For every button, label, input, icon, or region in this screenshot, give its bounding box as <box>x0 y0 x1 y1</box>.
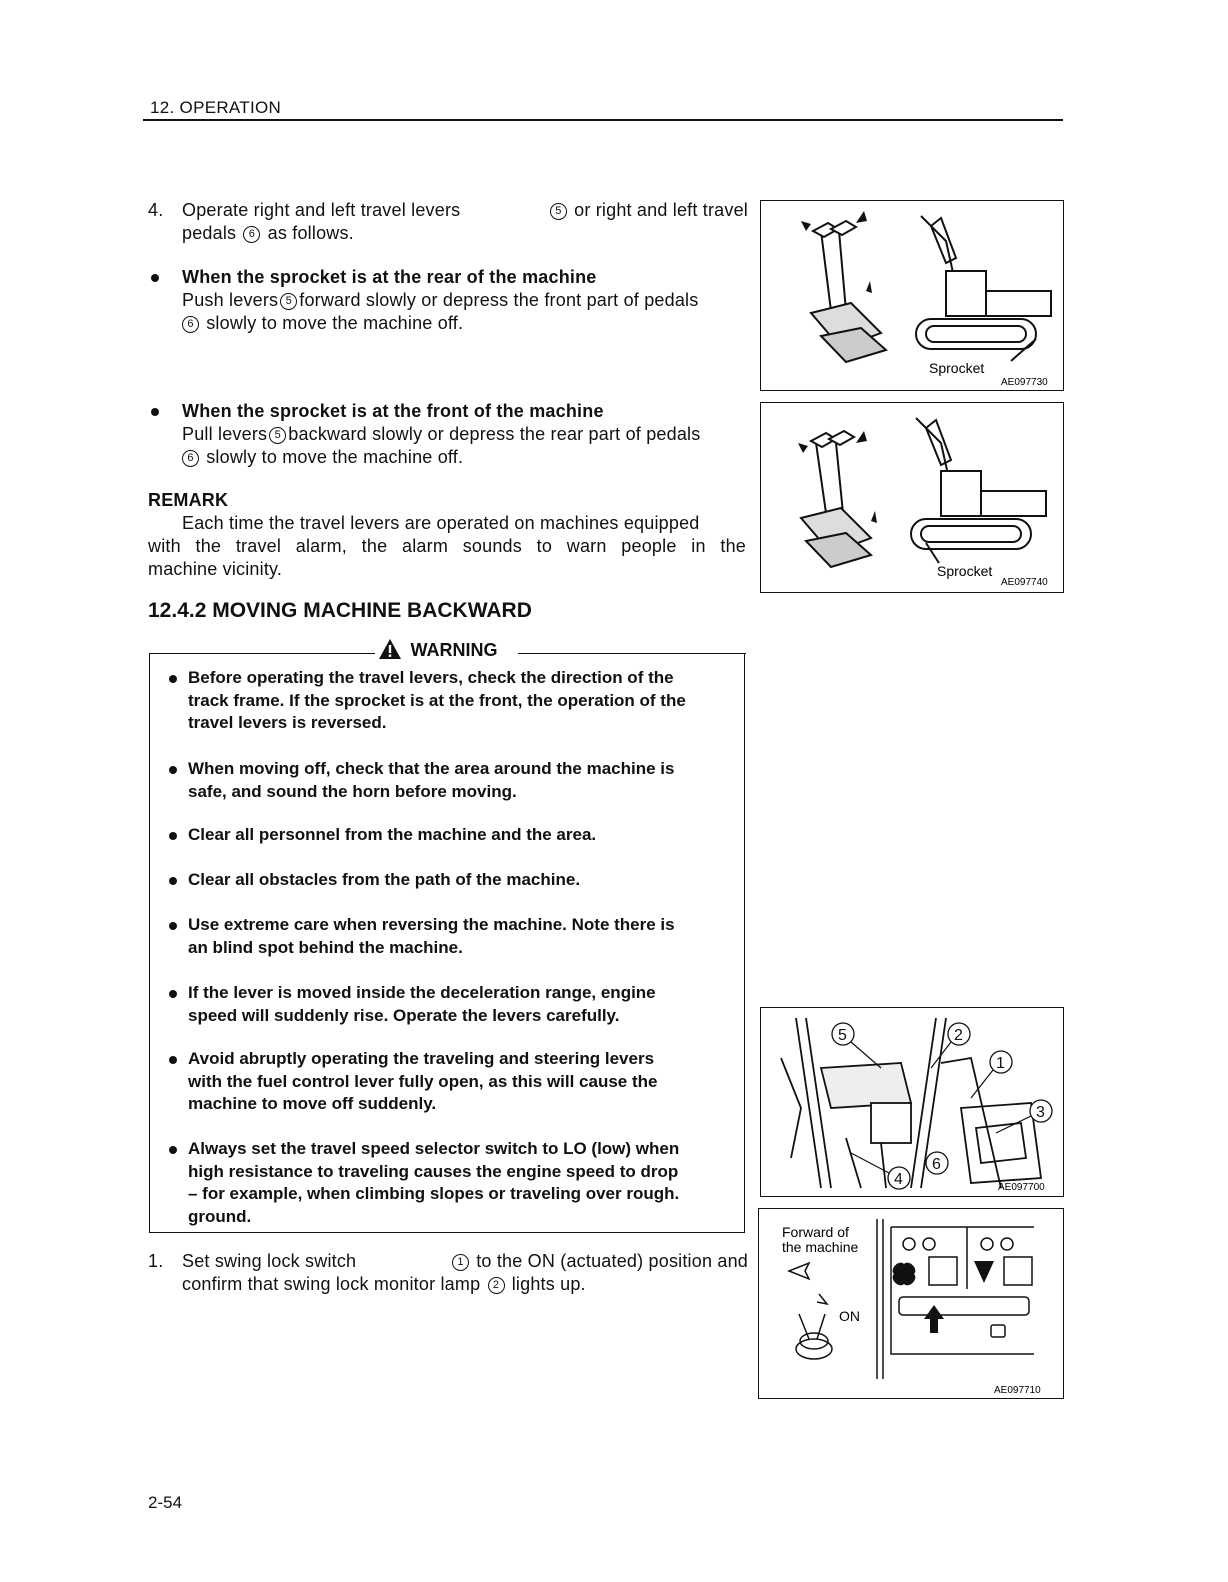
sprocket-rear-line-1b: forward slowly or depress the front part of pedals <box>299 290 699 310</box>
warning-item-6 <box>188 982 736 1027</box>
step-4-line-1a: Operate right and left travel levers <box>182 200 461 220</box>
page-header-section: 12. OPERATION <box>150 98 282 117</box>
bullet-dot <box>169 832 177 840</box>
warning-item-2-line-2: safe, and sound the horn before moving. <box>188 781 517 801</box>
ref-number-6: 6 <box>182 450 199 467</box>
warning-title: WARNING <box>410 640 498 660</box>
figure-1-code: AE097730 <box>1001 377 1048 388</box>
step-1-text <box>182 1250 748 1296</box>
step-1-line-2b: lights up. <box>511 1274 586 1294</box>
bullet-dot <box>151 408 159 416</box>
bullet-dot <box>169 990 177 998</box>
figure-4-on-label: ON <box>839 1308 860 1324</box>
ref-number-2: 2 <box>488 1277 505 1294</box>
figure-2-sprocket-label: Sprocket <box>937 563 993 579</box>
warning-item-1-line-2: track frame. If the sprocket is at the front, the operation of the <box>188 690 686 710</box>
ref-number-5: 5 <box>550 203 567 220</box>
figure-3-callout-6: 6 <box>932 1156 941 1173</box>
sprocket-front-line-1a: Pull levers <box>182 424 268 444</box>
warning-item-3-line-1: Clear all personnel from the machine and the area. <box>188 825 597 844</box>
figure-2-code: AE097740 <box>1001 577 1048 588</box>
warning-item-7-line-1: Avoid abruptly operating the traveling and steering levers <box>188 1049 655 1068</box>
figure-4-forward-label-1: Forward of <box>782 1224 849 1240</box>
remark-text <box>148 512 746 581</box>
warning-item-6-line-2: speed will suddenly rise. Operate the levers carefully. <box>188 1005 620 1025</box>
header-rule <box>143 119 1063 121</box>
figure-4-code: AE097710 <box>994 1385 1041 1396</box>
page-number: 2-54 <box>148 1493 183 1512</box>
sprocket-front-line-2b: slowly to move the machine off. <box>206 447 464 467</box>
step-1-line-1a: Set swing lock switch <box>182 1251 357 1271</box>
step-4-line-2a: pedals <box>182 223 237 243</box>
warning-item-8 <box>188 1138 736 1228</box>
warning-item-6-line-1: If the lever is moved inside the deceleration range, engine <box>188 983 656 1002</box>
step-4-number: 4. <box>148 200 164 220</box>
swing-lock-switch-icon <box>796 1294 832 1359</box>
step-4-line-1 <box>182 199 748 222</box>
figure-3-callout-2: 2 <box>954 1027 963 1044</box>
figure-sprocket-rear <box>760 200 1064 391</box>
sprocket-rear-line-2 <box>182 312 752 335</box>
sprocket-rear-line-1 <box>182 289 752 312</box>
swing-lock-panel-illustration <box>759 1209 1065 1400</box>
warning-item-4-line-1: Clear all obstacles from the path of the machine. <box>188 870 581 889</box>
sprocket-rear-block <box>182 266 752 335</box>
fan-icon <box>893 1263 916 1286</box>
bullet-dot <box>169 1146 177 1154</box>
lamp-icon <box>974 1261 994 1283</box>
sprocket-front-title: When the sprocket is at the front of the machine <box>182 401 604 421</box>
figure-3-callout-3: 3 <box>1036 1104 1045 1121</box>
warning-item-8-line-1: Always set the travel speed selector switch to LO (low) when <box>188 1139 680 1158</box>
warning-item-7 <box>188 1048 736 1116</box>
excavator-levers-illustration <box>761 201 1065 392</box>
warning-item-2 <box>188 758 736 803</box>
warning-item-1-line-3: travel levers is reversed. <box>188 713 387 732</box>
remark-title: REMARK <box>148 490 229 510</box>
step-4-text <box>182 199 748 245</box>
warning-item-5-line-1: Use extreme care when reversing the machine. Note there is <box>188 915 675 934</box>
ref-number-5: 5 <box>280 293 297 310</box>
warning-item-1 <box>188 667 736 735</box>
sprocket-rear-line-2b: slowly to move the machine off. <box>206 313 464 333</box>
sprocket-front-line-1b: backward slowly or depress the rear part of pedals <box>288 424 701 444</box>
warning-item-8-line-2: high resistance to traveling causes the engine speed to drop <box>188 1161 679 1181</box>
ref-number-1: 1 <box>452 1254 469 1271</box>
step-1-line-2a: confirm that swing lock monitor lamp <box>182 1274 481 1294</box>
sprocket-front-line-2 <box>182 446 752 469</box>
bullet-dot <box>169 922 177 930</box>
excavator-levers-illustration <box>761 403 1065 594</box>
bullet-dot <box>169 877 177 885</box>
sprocket-front-block <box>182 400 752 469</box>
figure-sprocket-front <box>760 402 1064 593</box>
ref-number-5: 5 <box>269 427 286 444</box>
warning-item-3 <box>188 824 736 847</box>
cab-controls-illustration <box>761 1008 1065 1198</box>
warning-item-8-line-3: – for example, when climbing slopes or traveling over rough. <box>188 1184 680 1203</box>
step-1-line-1b: to the ON (actuated) position and <box>476 1251 748 1271</box>
figure-4-forward-label-2: the machine <box>782 1239 859 1255</box>
bullet-dot <box>151 274 159 282</box>
remark-line-3: machine vicinity. <box>148 559 283 579</box>
warning-item-5 <box>188 914 736 959</box>
remark-line-1: Each time the travel levers are operated on machines equipped <box>182 513 700 533</box>
figure-3-callout-5: 5 <box>838 1027 847 1044</box>
sprocket-front-line-1 <box>182 423 752 446</box>
figure-cab-controls <box>760 1007 1064 1197</box>
figure-3-code: AE097700 <box>998 1182 1045 1193</box>
step-4-line-2b: as follows. <box>267 223 354 243</box>
warning-item-7-line-3: machine to move off suddenly. <box>188 1094 437 1113</box>
ref-number-6: 6 <box>182 316 199 333</box>
bullet-dot <box>169 766 177 774</box>
figure-3-callout-4: 4 <box>894 1171 903 1188</box>
figure-3-callout-1: 1 <box>996 1055 1005 1072</box>
step-4-line-1b: or right and left travel <box>574 200 748 220</box>
warning-item-2-line-1: When moving off, check that the area around the machine is <box>188 759 675 778</box>
figure-swing-lock-panel <box>758 1208 1064 1399</box>
warning-item-8-line-4: ground. <box>188 1206 252 1226</box>
step-1-number: 1. <box>148 1251 164 1271</box>
bullet-dot <box>169 675 177 683</box>
forward-arrow-icon <box>789 1263 809 1279</box>
warning-item-4 <box>188 869 736 892</box>
sprocket-rear-line-1a: Push levers <box>182 290 279 310</box>
sprocket-rear-title: When the sprocket is at the rear of the machine <box>182 267 597 287</box>
ref-number-6: 6 <box>243 226 260 243</box>
warning-item-1-line-1: Before operating the travel levers, check the direction of the <box>188 668 674 687</box>
warning-item-5-line-2: an blind spot behind the machine. <box>188 937 463 957</box>
figure-1-sprocket-label: Sprocket <box>929 360 985 376</box>
up-arrow-icon <box>924 1305 944 1333</box>
bullet-dot <box>169 1056 177 1064</box>
section-title: 12.4.2 MOVING MACHINE BACKWARD <box>148 599 532 622</box>
remark-line-2: with the travel alarm, the alarm sounds to warn people in the <box>148 536 746 556</box>
step-1-line-1 <box>182 1250 748 1273</box>
step-1-line-2 <box>182 1273 748 1296</box>
step-4-line-2 <box>182 222 748 245</box>
warning-item-7-line-2: with the fuel control lever fully open, as this will cause the <box>188 1071 658 1091</box>
